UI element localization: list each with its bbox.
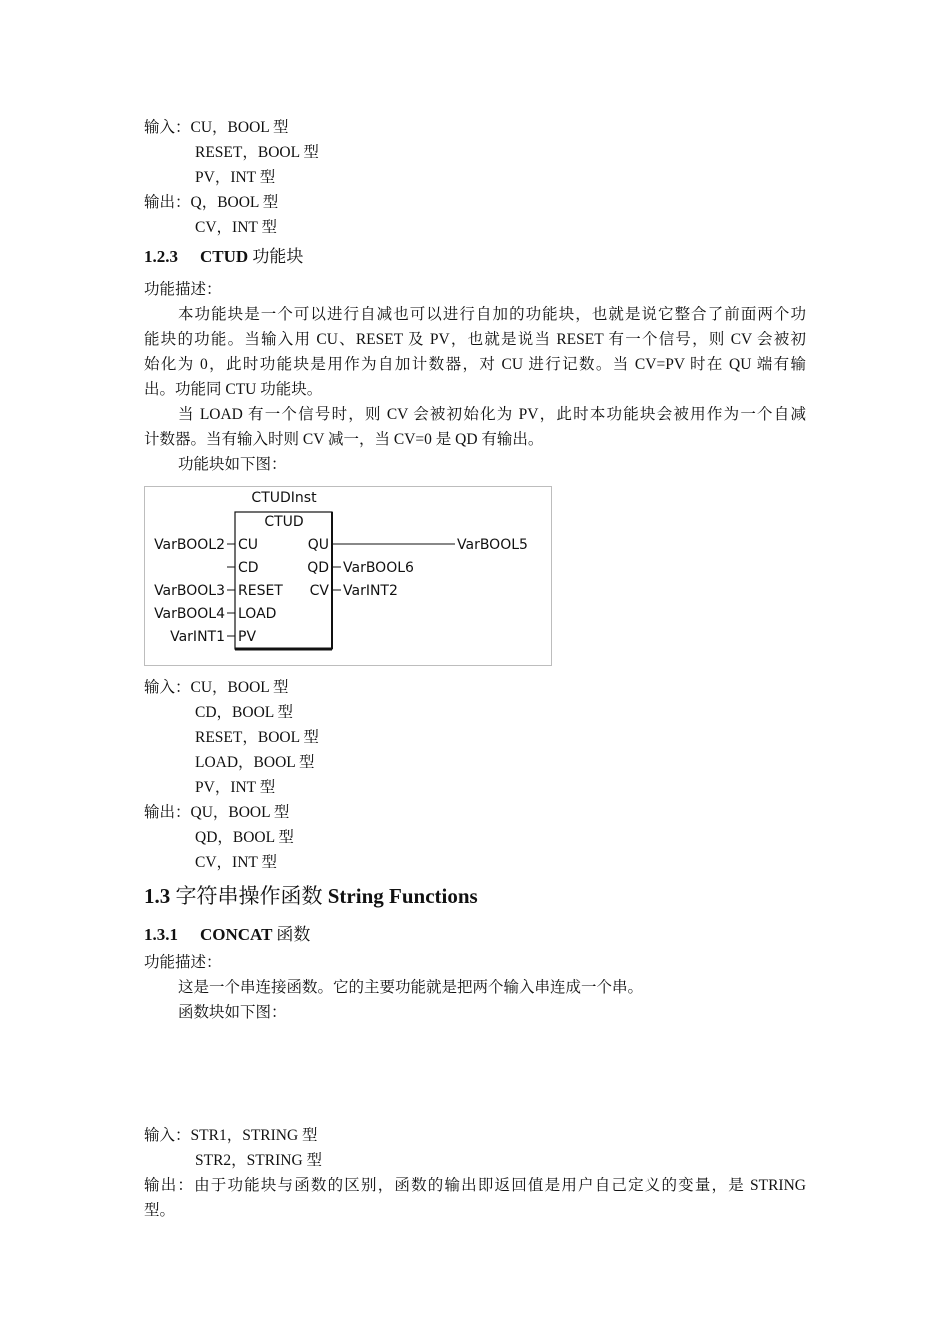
output-item: Q，BOOL 型 <box>190 194 279 211</box>
output-label: 输出： <box>144 804 191 821</box>
section-suffix: 函数 <box>276 925 311 944</box>
ctu-output-line-1 <box>144 193 278 213</box>
ctud-input-item: PV，INT 型 <box>195 779 276 796</box>
input-label: 输入： <box>144 1127 191 1144</box>
output-label: 输出： <box>144 1177 195 1194</box>
block-type: CTUD <box>264 514 304 530</box>
section-number: 1.3 <box>144 884 171 908</box>
section-name: CTUD <box>200 247 249 266</box>
desc-label: 功能描述： <box>144 281 222 298</box>
section-title-en: String Functions <box>327 884 478 908</box>
pin-reset: RESET <box>238 583 283 599</box>
section-suffix: 功能块 <box>252 247 304 266</box>
input-item: CU，BOOL 型 <box>190 119 289 136</box>
figure-caption: 功能块如下图： <box>178 456 287 473</box>
paragraph-line: 计数器。当有输入时则 CV 减一，当 CV=0 是 QD 有输出。 <box>144 431 544 448</box>
section-heading-string-functions <box>144 884 478 908</box>
section-heading-ctud <box>144 247 303 267</box>
input-item: CU，BOOL 型 <box>190 679 289 696</box>
section-name: CONCAT <box>200 925 273 944</box>
pin-cu: CU <box>238 537 259 553</box>
ctu-input-item: RESET，BOOL 型 <box>195 144 319 161</box>
ctud-input-line-1 <box>144 678 289 698</box>
var-out-qd: VarBOOL6 <box>343 560 414 576</box>
ctud-diagram-svg <box>145 487 553 667</box>
ctud-output-item: QD，BOOL 型 <box>195 829 294 846</box>
concat-input-item: STR2，STRING 型 <box>195 1152 323 1169</box>
pin-qd: QD <box>307 560 329 576</box>
var-in-reset: VarBOOL3 <box>154 583 225 599</box>
section-title-cn: 字符串操作函数 <box>175 884 323 908</box>
var-out-cv: VarINT2 <box>343 583 398 599</box>
var-in-pv: VarINT1 <box>170 629 225 645</box>
ctu-input-line-1 <box>144 118 289 138</box>
var-in-cu: VarBOOL2 <box>154 537 225 553</box>
pin-load: LOAD <box>238 606 277 622</box>
ctud-input-item: LOAD，BOOL 型 <box>195 754 315 771</box>
ctu-output-item: CV，INT 型 <box>195 219 277 236</box>
ctu-input-item: PV，INT 型 <box>195 169 276 186</box>
paragraph-line: 始化为 0，此时功能块是用作为自加计数器，对 CU 进行记数。当 CV=PV 时在 QU 端有输 <box>144 356 806 373</box>
output-text: 由于功能块与函数的区别，函数的输出即返回值是用户自己定义的变量，是 STRING <box>194 1177 806 1194</box>
paragraph-line: 本功能块是一个可以进行自减也可以进行自加的功能块，也就是说它整合了前面两个功 <box>178 306 806 323</box>
section-number: 1.2.3 <box>144 247 178 266</box>
pin-qu: QU <box>307 537 329 553</box>
section-number: 1.3.1 <box>144 925 178 944</box>
section-heading-concat <box>144 925 310 945</box>
figure-caption: 函数块如下图： <box>178 1004 287 1021</box>
ctud-function-block-diagram <box>144 486 552 666</box>
input-item: STR1，STRING 型 <box>190 1127 318 1144</box>
input-label: 输入： <box>144 119 191 136</box>
concat-output-line-1 <box>144 1176 806 1196</box>
paragraph-line: 出。功能同 CTU 功能块。 <box>144 381 323 398</box>
instance-name: CTUDInst <box>251 490 317 506</box>
paragraph-line: 能块的功能。当输入用 CU、RESET 及 PV，也就是说当 RESET 有一个信号，则 CV 会被初 <box>144 331 806 348</box>
output-label: 输出： <box>144 194 191 211</box>
paragraph-line: 这是一个串连接函数。它的主要功能就是把两个输入串连成一个串。 <box>178 979 644 996</box>
ctud-input-item: RESET，BOOL 型 <box>195 729 319 746</box>
desc-label: 功能描述： <box>144 954 222 971</box>
ctud-input-item: CD，BOOL 型 <box>195 704 294 721</box>
pin-pv: PV <box>238 629 257 645</box>
ctud-output-item: CV，INT 型 <box>195 854 277 871</box>
paragraph-line: 型。 <box>144 1202 176 1219</box>
paragraph-line: 当 LOAD 有一个信号时，则 CV 会被初始化为 PV，此时本功能块会被用作为一个自减 <box>178 406 806 423</box>
input-label: 输入： <box>144 679 191 696</box>
output-item: QU，BOOL 型 <box>190 804 290 821</box>
var-out-qu: VarBOOL5 <box>457 537 528 553</box>
ctud-output-line-1 <box>144 803 289 823</box>
pin-cv: CV <box>309 583 329 599</box>
var-in-load: VarBOOL4 <box>154 606 225 622</box>
concat-input-line-1 <box>144 1126 318 1146</box>
pin-cd: CD <box>238 560 259 576</box>
